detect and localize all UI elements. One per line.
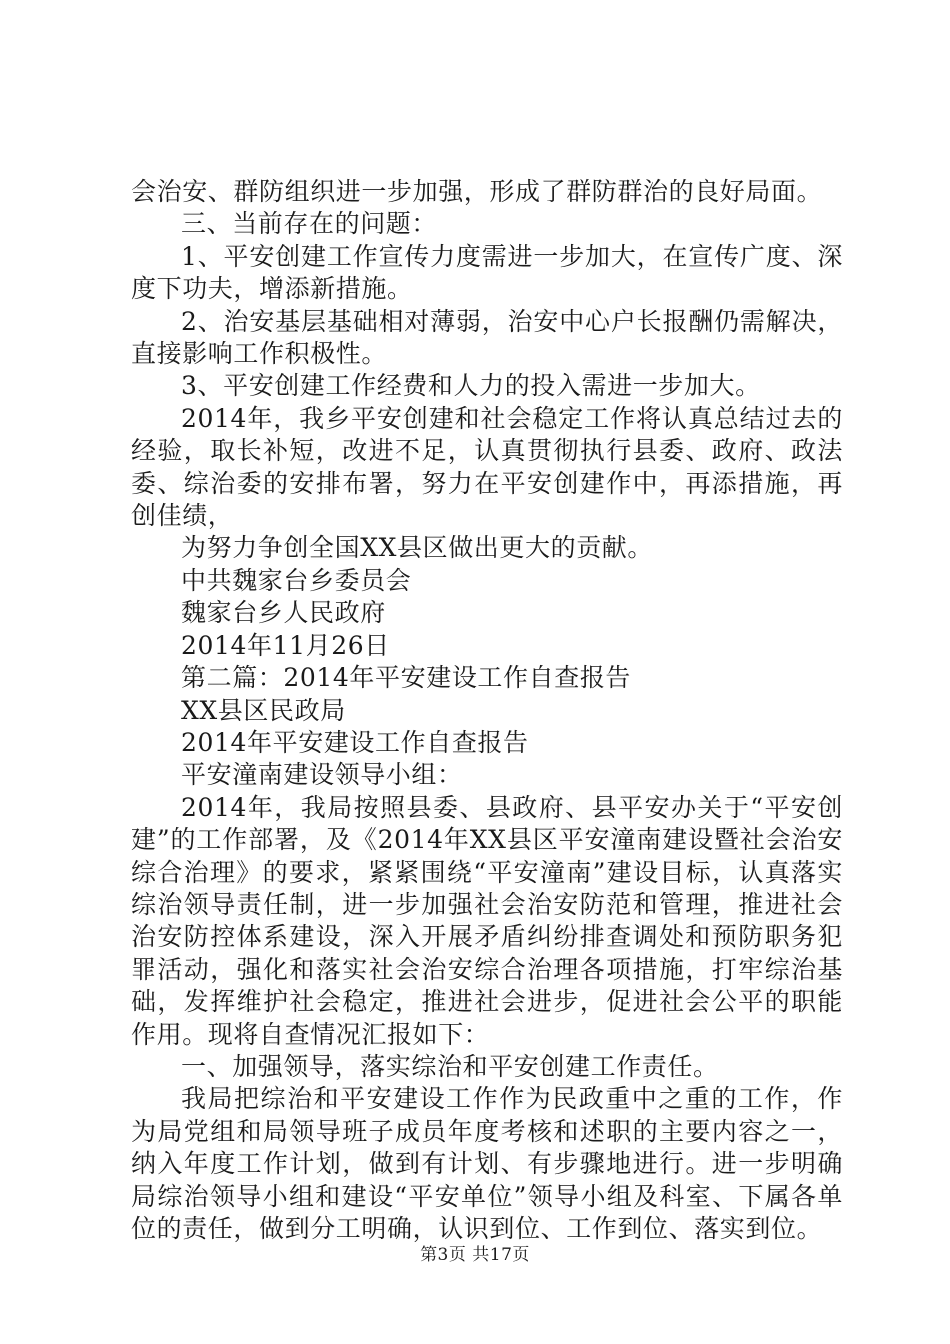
paragraph: 2014年11月26日: [181, 630, 390, 660]
paragraph: 1、平安创建工作宣传力度需进一步加大，在宣传广度、深度下功夫，增添新措施。: [131, 241, 843, 304]
paragraph: 我局把综治和平安建设工作作为民政重中之重的工作，作为局党组和局领导班子成员年度考核和述职的主要内容之一，纳入年度工作计划，做到有计划、有步骤地进行。进一步明确局综治领导小组和建设“平安单位”领导小组及科室、下属各单位的责任，做到分工明确，认识到位、工作到位、落实到位。: [131, 1084, 843, 1243]
paragraph: XX县区民政局: [181, 695, 346, 725]
paragraph: 2、治安基层基础相对薄弱，治安中心户长报酬仍需解决，直接影响工作积极性。: [131, 306, 843, 369]
paragraph: 2014年平安建设工作自查报告: [181, 727, 529, 757]
paragraph: 魏家台乡人民政府: [181, 598, 386, 628]
paragraph: 一、加强领导，落实综治和平安创建工作责任。: [181, 1051, 719, 1081]
page-footer: 第3页 共17页: [420, 1245, 530, 1265]
paragraph: 2014年，我局按照县委、县政府、县平安办关于“平安创建”的工作部署，及《2014年XX县区平安潼南建设暨社会治安综合治理》的要求，紧紧围绕“平安潼南”建设目标，认真落实综治领导责任制，进一步加强社会治安防范和管理，推进社会治安防控体系建设，深入开展矛盾纠纷排查调处和预防职务犯罪活动，强化和落实社会治安综合治理各项措施，打牢综治基础，发挥维护社会稳定，推进社会进步，促进社会公平的职能作用。现将自查情况汇报如下：: [131, 792, 843, 1049]
paragraph: 中共魏家台乡委员会: [181, 565, 412, 595]
document-body: [131, 176, 843, 1245]
paragraph: 第二篇：2014年平安建设工作自查报告: [181, 663, 632, 693]
paragraph: 2014年，我乡平安创建和社会稳定工作将认真总结过去的经验，取长补短，改进不足，认真贯彻执行县委、政府、政法委、综治委的安排布署，努力在平安创建作中，再添措施，再创佳绩，: [131, 403, 843, 531]
paragraph: 3、平安创建工作经费和人力的投入需进一步加大。: [181, 371, 761, 401]
paragraph: 会治安、群防组织进一步加强，形成了群防群治的良好局面。: [131, 177, 823, 206]
paragraph: 为努力争创全国XX县区做出更大的贡献。: [181, 533, 653, 563]
paragraph: 三、当前存在的问题：: [181, 209, 438, 239]
paragraph: 平安潼南建设领导小组：: [181, 760, 463, 790]
